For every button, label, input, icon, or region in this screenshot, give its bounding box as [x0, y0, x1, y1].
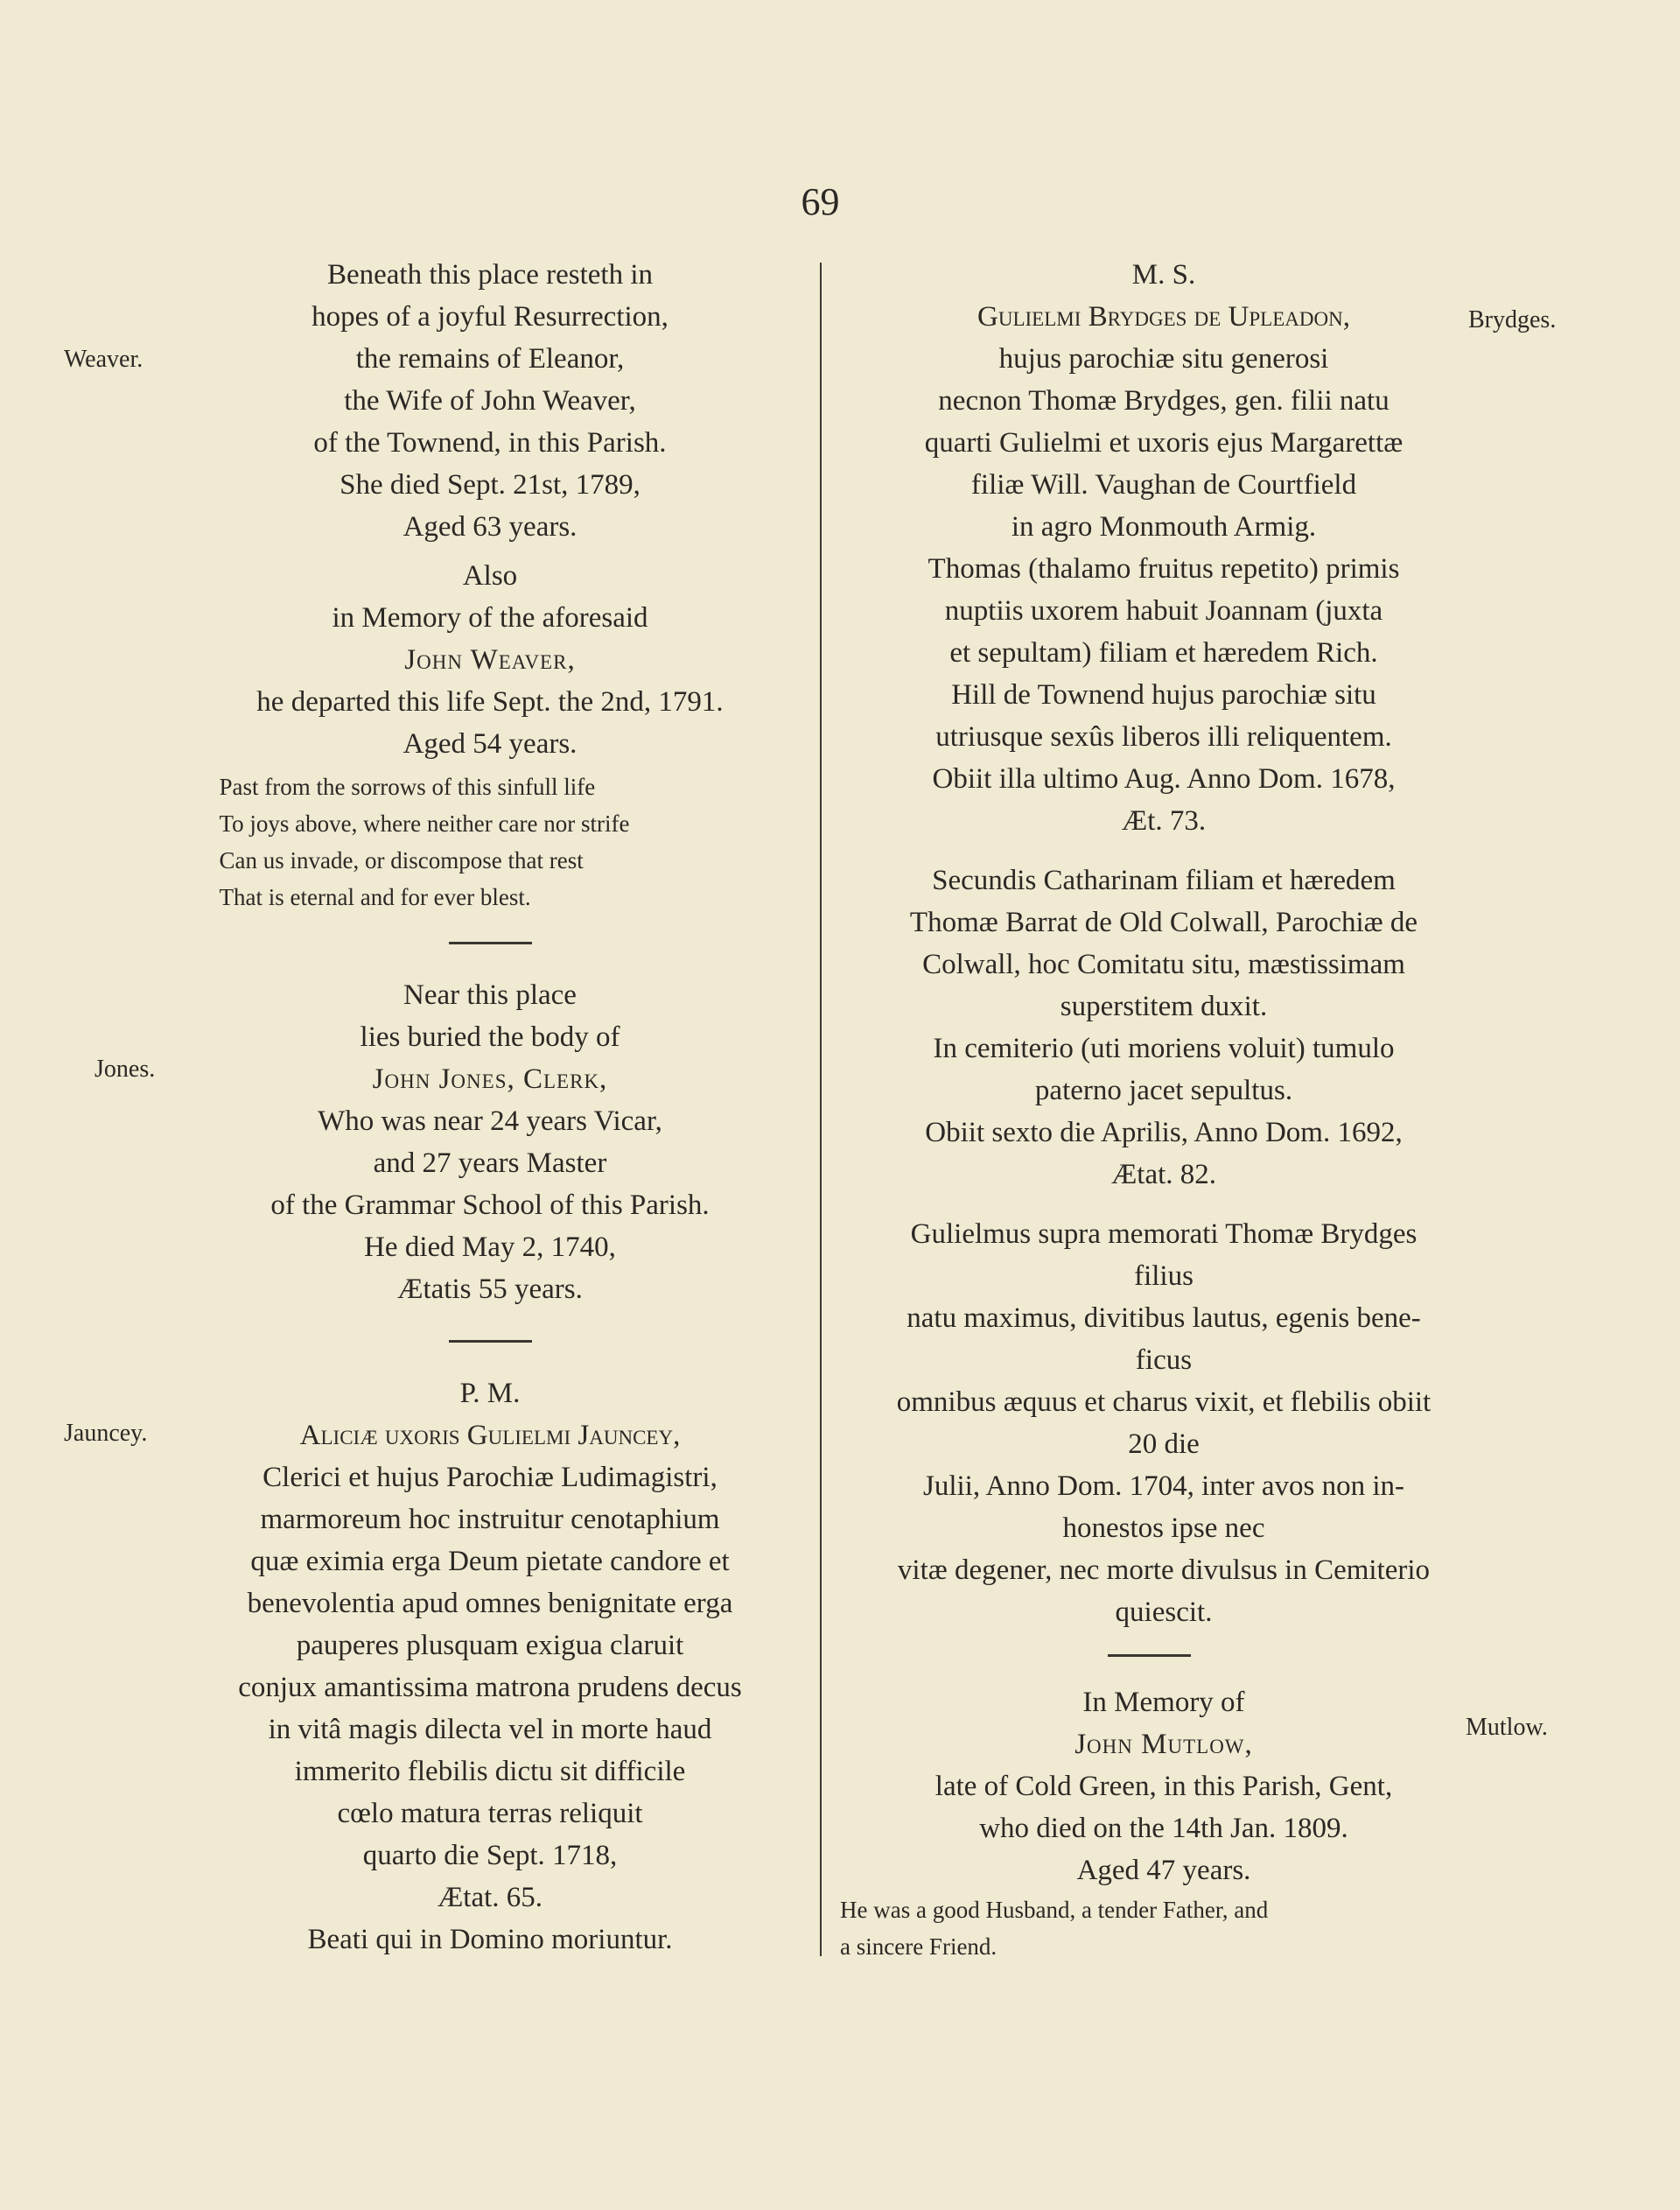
inscription-line: Aged 47 years.	[1076, 1855, 1251, 1886]
inscription-line: M. S.	[1131, 259, 1196, 291]
section-rule	[449, 942, 532, 944]
inscription-line: hopes of a joyful Resurrection,	[312, 301, 668, 333]
mutlow-epitaph	[831, 1891, 1496, 1965]
inscription-line: Thomas (thalamo fruitus repetito) primis	[928, 553, 1400, 585]
inscription-line: nuptiis uxorem habuit Joannam (juxta	[944, 595, 1383, 627]
inscription-line: Who was near 24 years Vicar,	[318, 1105, 662, 1137]
verse-line: Can us invade, or discompose that rest	[219, 847, 584, 873]
inscription-line: In cemiterio (uti moriens voluit) tumulo	[933, 1033, 1395, 1064]
inscription-line: lies buried the body of	[360, 1021, 620, 1053]
inscription-line: cœlo matura terras reliquit	[337, 1798, 643, 1829]
inscription-line: Æt. 73.	[1121, 805, 1207, 837]
inscription-line: Secundis Catharinam filiam et hæredem	[932, 865, 1396, 896]
inscription-line: Ætat. 82.	[1110, 1159, 1217, 1190]
weaver-inscription	[166, 254, 814, 916]
epitaph-line: a sincere Friend.	[840, 1933, 998, 1960]
inscription-line: Beneath this place resteth in	[326, 259, 654, 291]
inscription-line: Obiit illa ultimo Aug. Anno Dom. 1678,	[932, 763, 1396, 795]
inscription-line: the Wife of John Weaver,	[344, 385, 636, 417]
inscription-line: utriusque sexûs liberos illi reliquentem.	[935, 721, 1392, 753]
epitaph-line: He was a good Husband, a tender Father, and	[840, 1897, 1269, 1923]
inscription-line: quarto die Sept. 1718,	[362, 1840, 618, 1871]
inscription-line: P. M.	[459, 1378, 521, 1409]
inscription-line: He died May 2, 1740,	[364, 1231, 616, 1263]
inscription-line: honestos ipse nec	[1062, 1512, 1265, 1544]
inscription-line: Aged 63 years.	[402, 511, 578, 543]
inscription-line: John Weaver,	[404, 644, 576, 676]
inscription-line: immerito flebilis dictu sit difficile	[294, 1756, 686, 1787]
right-column	[831, 254, 1496, 1965]
weaver-verse	[220, 768, 630, 916]
inscription-line: et sepultam) filiam et hæredem Rich.	[949, 637, 1378, 669]
margin-name-brydges: Brydges.	[1468, 306, 1557, 333]
inscription-line: marmoreum hoc instruitur cenotaphium	[260, 1504, 720, 1535]
inscription-line: Near this place	[403, 979, 577, 1011]
inscription-line: Thomæ Barrat de Old Colwall, Parochiæ de	[909, 907, 1418, 938]
inscription-line: natu maximus, divitibus lautus, egenis bene-	[906, 1302, 1421, 1334]
margin-name-mutlow: Mutlow.	[1466, 1714, 1548, 1741]
inscription-line: Colwall, hoc Comitatu situ, mæstissimam	[922, 949, 1405, 980]
inscription-line: In Memory of	[1082, 1687, 1245, 1718]
inscription-line: quiescit.	[1115, 1596, 1213, 1628]
inscription-line: Gulielmus supra memorati Thomæ Brydges	[910, 1218, 1418, 1250]
brydges-inscription	[831, 254, 1496, 1633]
jauncey-inscription	[166, 1372, 814, 1961]
verse-line: That is eternal and for ever blest.	[219, 884, 531, 910]
inscription-line: in Memory of the aforesaid	[332, 602, 648, 634]
left-column	[166, 254, 814, 1961]
inscription-line: Gulielmi Brydges de Upleadon,	[977, 301, 1350, 333]
inscription-line: She died Sept. 21st, 1789,	[340, 469, 640, 501]
inscription-line: John Mutlow,	[1074, 1729, 1253, 1760]
inscription-line: filiæ Will. Vaughan de Courtfield	[970, 469, 1357, 501]
section-rule	[1108, 1654, 1191, 1657]
inscription-line: omnibus æquus et charus vixit, et flebilis obiit	[896, 1386, 1432, 1418]
column-divider	[820, 263, 822, 1956]
margin-name-jauncey: Jauncey.	[64, 1420, 148, 1447]
inscription-line: and 27 years Master	[373, 1147, 607, 1179]
inscription-line: superstitem duxit.	[1060, 991, 1268, 1022]
inscription-line: ficus	[1135, 1344, 1193, 1376]
inscription-line: 20 die	[1128, 1428, 1200, 1460]
inscription-line: pauperes plusquam exigua claruit	[296, 1630, 684, 1661]
inscription-line: Hill de Townend hujus parochiæ situ	[951, 679, 1376, 711]
inscription-line: Beati qui in Domino moriuntur.	[307, 1924, 673, 1955]
inscription-line: he departed this life Sept. the 2nd, 1791.	[256, 686, 724, 718]
verse-line: To joys above, where neither care nor strife	[219, 810, 630, 837]
inscription-line: Obiit sexto die Aprilis, Anno Dom. 1692,	[925, 1117, 1403, 1148]
margin-name-jones: Jones.	[94, 1056, 156, 1083]
inscription-line: Aged 54 years.	[402, 728, 578, 760]
inscription-line: Ætat. 65.	[437, 1882, 543, 1913]
inscription-line: in vitâ magis dilecta vel in morte haud	[268, 1714, 712, 1745]
inscription-line: the remains of Eleanor,	[355, 343, 625, 375]
inscription-line: benevolentia apud omnes benignitate erga	[247, 1588, 733, 1619]
inscription-line: of the Townend, in this Parish.	[313, 427, 667, 459]
inscription-line: quæ eximia erga Deum pietate candore et	[250, 1546, 730, 1577]
inscription-line: who died on the 14th Jan. 1809.	[979, 1813, 1348, 1844]
inscription-line: hujus parochiæ situ generosi	[998, 343, 1329, 375]
verse-line: Past from the sorrows of this sinfull life	[219, 774, 596, 800]
inscription-line: filius	[1134, 1260, 1194, 1292]
inscription-line: Julii, Anno Dom. 1704, inter avos non in-	[923, 1470, 1404, 1502]
inscription-line: late of Cold Green, in this Parish, Gent,	[934, 1771, 1393, 1802]
inscription-line: paterno jacet sepultus.	[1034, 1075, 1293, 1106]
inscription-line: conjux amantissima matrona prudens decus	[238, 1672, 742, 1703]
mutlow-inscription	[831, 1681, 1496, 1965]
inscription-line: Ætatis 55 years.	[397, 1273, 583, 1305]
inscription-line: John Jones, Clerk,	[372, 1063, 608, 1095]
jones-inscription	[166, 974, 814, 1310]
margin-name-weaver: Weaver.	[64, 346, 144, 373]
page-number: 69	[801, 180, 840, 223]
inscription-line: in agro Monmouth Armig.	[1011, 511, 1317, 543]
inscription-line: quarti Gulielmi et uxoris ejus Margarettæ	[924, 427, 1404, 459]
inscription-line: of the Grammar School of this Parish.	[270, 1189, 710, 1221]
inscription-line: Also	[462, 560, 518, 592]
inscription-line: necnon Thomæ Brydges, gen. filii natu	[938, 385, 1390, 417]
section-rule	[449, 1340, 532, 1343]
inscription-line: Aliciæ uxoris Gulielmi Jauncey,	[299, 1420, 681, 1451]
inscription-line: Clerici et hujus Parochiæ Ludimagistri,	[262, 1462, 718, 1493]
inscription-line: vitæ degener, nec morte divulsus in Cemiterio	[897, 1554, 1431, 1586]
